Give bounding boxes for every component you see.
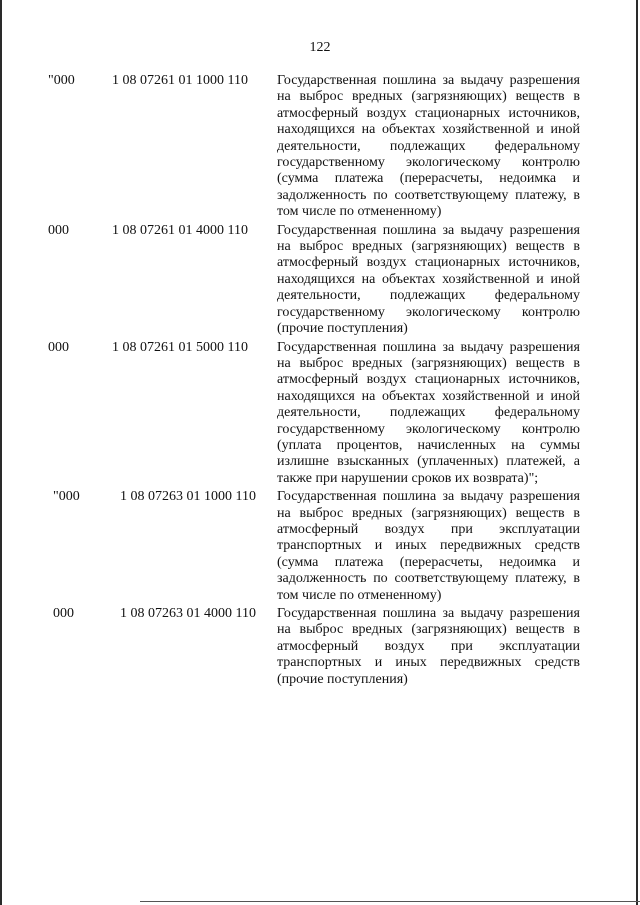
page-number: 122	[309, 40, 331, 55]
table-row	[0, 223, 640, 338]
admin-code: 000	[48, 339, 69, 355]
admin-code: "000	[48, 73, 75, 88]
budget-classification-code: 1 08 07261 01 1000 110	[112, 73, 248, 88]
budget-classification-code: 1 08 07261 01 4000 110	[112, 222, 248, 238]
admin-code: 000	[48, 222, 69, 238]
income-description: Государственная пошлина за выдачу разрешения на выброс вредных (загрязняющих) веществ в атмосферный воздух при эксплуатации транспортных и иных передвижных средств (сумма платежа (перерасчеты, недоимка и задолженность по соответствующему платежу, в том числе по отмененному)	[277, 489, 580, 603]
income-description: Государственная пошлина за выдачу разрешения на выброс вредных (загрязняющих) веществ в атмосферный воздух стационарных источников, находящихся на объектах хозяйственной и иной деятельности, подлежащих федеральному государственному экологическому контролю (уплата процентов, начисленных на суммы излишне взысканных (уплаченных) платежей, а также при нарушении сроков их возврата)";	[277, 339, 580, 486]
table-row	[0, 340, 640, 488]
admin-code: 000	[53, 606, 74, 621]
income-description: Государственная пошлина за выдачу разрешения на выброс вредных (загрязняющих) веществ в атмосферный воздух стационарных источников, находящихся на объектах хозяйственной и иной деятельности, подлежащих федеральному государственному экологическому контролю (прочие поступления)	[277, 222, 580, 337]
table-row	[0, 73, 640, 221]
income-description: Государственная пошлина за выдачу разрешения на выброс вредных (загрязняющих) веществ в атмосферный воздух при эксплуатации транспортных и иных передвижных средств (прочие поступления)	[277, 606, 580, 687]
budget-classification-code: 1 08 07263 01 4000 110	[120, 606, 256, 621]
table-row	[0, 489, 640, 604]
kbk-table	[0, 73, 640, 690]
budget-classification-code: 1 08 07261 01 5000 110	[112, 339, 248, 355]
scan-edge-bottom	[140, 901, 640, 902]
table-row	[0, 606, 640, 688]
budget-classification-code: 1 08 07263 01 1000 110	[120, 489, 256, 505]
admin-code: "000	[53, 489, 80, 505]
income-description: Государственная пошлина за выдачу разрешения на выброс вредных (загрязняющих) веществ в атмосферный воздух стационарных источников, находящихся на объектах хозяйственной и иной деятельности, подлежащих федеральному государственному экологическому контролю (сумма платежа (перерасчеты, недоимка и задолженность по соответствующему платежу, в том числе по отмененному)	[277, 73, 580, 220]
